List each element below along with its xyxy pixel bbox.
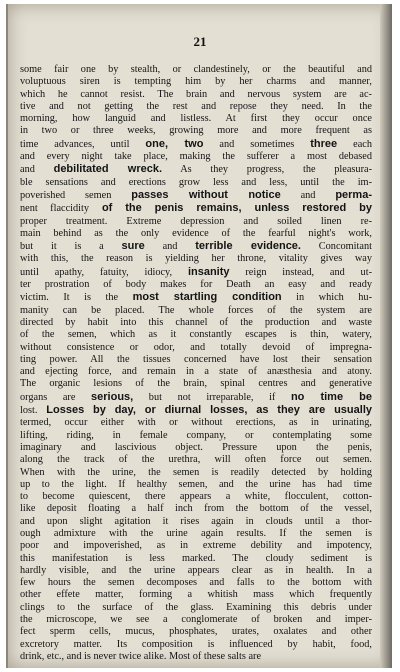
text-line — [20, 163, 372, 176]
text-run: imaginary and lascivious object. Pressure upon the penis, — [20, 441, 372, 453]
text-run: voluptuous siren is tempting him by her charms and manner, — [20, 76, 372, 88]
text-run: poverished semen — [20, 189, 132, 201]
text-line — [20, 651, 372, 663]
text-run: which he cannot resist. The brain and nervous system are ac- — [20, 88, 372, 100]
text-run: When with the urine, the semen is readily detected by holding — [20, 466, 372, 478]
emphasized-text: sure — [121, 240, 145, 253]
emphasized-text: Losses by day, or diurnal losses, as they are usually — [37, 404, 372, 417]
text-line — [20, 430, 372, 442]
text-run: fect sperm cells, mucus, phosphates, urates, oxalates and other — [20, 626, 372, 638]
text-run: manity can be placed. The whole forces of the system are — [20, 304, 372, 316]
text-run: lifting, riding, in female company, or contemplating some — [20, 429, 372, 441]
text-line — [20, 491, 372, 503]
text-run: drink, etc., and is never twice alike. Most of these salts are — [20, 650, 262, 662]
text-line — [20, 151, 372, 163]
text-run: termed, occur either with or without erections, as in urinating, — [20, 417, 372, 429]
text-run: ting power. All the tissues concerned have lost their sensation — [20, 353, 372, 365]
text-run: without consistence or odor, and totally devoid of impregna- — [20, 341, 372, 353]
text-run: other effete matter, forming a whitish mass which frequently — [20, 589, 372, 601]
text-run: each — [337, 138, 372, 150]
text-run: along the track of the urethra, will often force out semen. — [20, 454, 372, 466]
text-line — [20, 216, 372, 228]
text-line — [20, 101, 372, 113]
text-line — [20, 577, 372, 589]
text-run: The organic lesions of the brain, spinal centres and generative — [20, 378, 372, 390]
text-run: Concomitant — [300, 241, 372, 253]
text-line — [20, 76, 372, 88]
emphasized-text: serious, — [91, 390, 134, 403]
text-run: poor and impoverished, as in extreme debility and impotency, — [20, 540, 372, 552]
text-line — [20, 467, 372, 479]
text-line — [20, 240, 372, 253]
book-page — [6, 4, 392, 668]
text-run: time advances, until — [20, 138, 146, 150]
text-run: the microscope, we see a conglomerate of broken and imper- — [20, 614, 372, 626]
text-run: this manifestation is less marked. The cloudy sediment is — [20, 552, 372, 564]
text-run: and — [20, 164, 54, 176]
text-line — [20, 589, 372, 601]
text-line — [20, 602, 372, 614]
emphasized-text: three — [310, 137, 338, 150]
emphasized-text: most startling condition — [132, 291, 282, 304]
text-line — [20, 177, 372, 189]
text-run: morning, how languid and listless. At first they occur once — [20, 113, 372, 125]
text-run: organs are — [20, 391, 92, 403]
text-run: but it is a — [20, 241, 122, 253]
text-run: ter prostration of body makes for Death an easy and ready — [20, 279, 372, 291]
text-run: and upon slight agitation it rises again in clouds until a thor- — [20, 515, 372, 527]
text-line — [20, 354, 372, 366]
text-run: proper treatment. Extreme depression and soiled linen re- — [20, 215, 372, 227]
text-run: with this, the reason is yielding her throne, vitality gives way — [20, 253, 372, 265]
text-run: hardly visible, and the urine appears clear as in health. In a — [20, 564, 372, 576]
text-line — [20, 553, 372, 565]
text-line — [20, 639, 372, 651]
emphasized-text: passes without notice — [131, 188, 281, 201]
text-line — [20, 503, 372, 515]
emphasized-text: perma- — [335, 188, 372, 201]
text-run: directed by habit into this channel of the production and waste — [20, 316, 372, 328]
text-line — [20, 516, 372, 528]
text-run: until apathy, fatuity, idiocy, — [20, 266, 188, 278]
text-line — [20, 378, 372, 390]
text-run: ough admixture with the urine again results. If the semen is — [20, 527, 372, 539]
text-run: and ejecting force, and remain in a state of anæsthesia and atony. — [20, 366, 372, 378]
text-run: ble sensations and erections grow less and less, until the im- — [20, 176, 372, 188]
text-run: nent flaccidity — [20, 203, 90, 215]
body-text — [20, 64, 372, 663]
text-run: and — [280, 189, 336, 201]
text-line — [20, 391, 372, 404]
text-run: and sometimes — [203, 138, 311, 150]
text-line — [20, 442, 372, 454]
text-line — [20, 329, 372, 341]
emphasized-text: no time be — [290, 390, 372, 403]
text-line — [20, 454, 372, 466]
text-line — [20, 528, 372, 540]
text-run: As they progress, the pleasura- — [162, 164, 372, 176]
text-line — [20, 291, 372, 304]
text-run: in which hu- — [281, 292, 372, 304]
text-line — [20, 565, 372, 577]
text-line — [20, 89, 372, 101]
text-line — [20, 417, 372, 429]
text-line — [20, 125, 372, 137]
text-run: to become quiescent, there appears a white, flocculent, cotton- — [20, 491, 372, 503]
text-run: clings to the surface of the glass. Examining this debris under — [20, 601, 372, 613]
text-line — [20, 253, 372, 265]
text-line — [20, 404, 372, 417]
text-run: and every night take place, making the sufferer a most debased — [20, 151, 372, 163]
text-line — [20, 228, 372, 240]
text-run: up to the light. If healthy semen, and the urine has had time — [20, 478, 372, 490]
text-line — [20, 64, 372, 76]
text-line — [20, 189, 372, 202]
text-line — [20, 138, 372, 151]
text-line — [20, 317, 372, 329]
page-number: 21 — [193, 34, 207, 49]
text-line — [20, 266, 372, 279]
page-edge-shadow — [380, 4, 392, 668]
emphasized-text: of the penis remains, unless restored by — [89, 202, 372, 215]
text-line — [20, 366, 372, 378]
emphasized-text: one, two — [145, 137, 204, 150]
text-line — [20, 540, 372, 552]
text-run: like deposit floating a half inch from the bottom of the vessel, — [20, 503, 372, 515]
text-run: main behind as the only evidence of the fearful night's work, — [20, 227, 372, 239]
text-run: tive and not getting the rest and repose they need. In the — [20, 100, 372, 112]
emphasized-text: insanity — [187, 265, 230, 278]
text-run: some fair one by stealth, or clandestinely, or the beautiful and — [20, 64, 372, 75]
text-line — [20, 479, 372, 491]
text-run: but not irreparable, if — [133, 391, 291, 403]
text-run: few hours the semen decomposes and falls to the bottom with — [20, 577, 372, 589]
text-line — [20, 614, 372, 626]
text-line — [20, 279, 372, 291]
text-run: reign instead, and ut- — [229, 266, 372, 278]
text-line — [20, 342, 372, 354]
text-line — [20, 626, 372, 638]
emphasized-text: debilitated wreck. — [53, 163, 163, 176]
text-run: of the semen, which as it constantly escapes is thin, watery, — [20, 329, 372, 341]
text-run: and — [144, 241, 196, 253]
text-line — [20, 113, 372, 125]
text-line — [20, 202, 372, 215]
text-line — [20, 305, 372, 317]
emphasized-text: terrible evidence. — [195, 240, 301, 253]
text-run: lost. — [20, 405, 38, 417]
text-run: in two or three weeks, growing more and more frequent as — [20, 125, 372, 137]
text-run: victim. It is the — [20, 292, 133, 304]
text-run: excretory matter. Its composition is influenced by habit, food, — [20, 638, 372, 650]
